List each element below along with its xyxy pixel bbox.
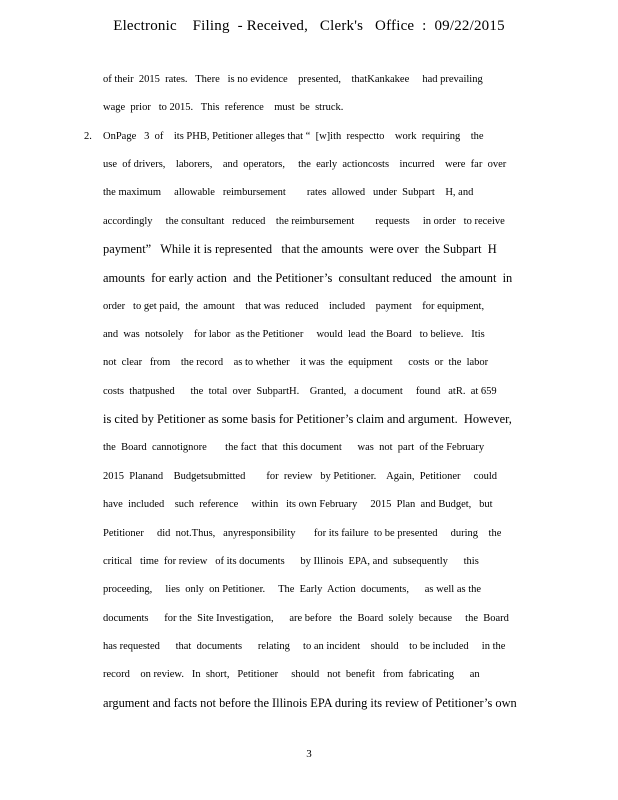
text-line: wage prior to 2015. This reference must be struck. (103, 102, 344, 113)
text-line: of their 2015 rates. There is no evidence presented, thatKankakee had prevailing (103, 74, 483, 85)
text-line: proceeding, lies only on Petitioner. The Early Action documents, as well as the (103, 584, 482, 595)
text-line: 2015 Planand Budgetsubmitted for review by Petitioner. Again, Petitioner could (103, 471, 497, 482)
text-line: the maximum allowable reimbursement rates allowed under Subpart H, and (103, 187, 474, 198)
page-number: 3 (306, 748, 312, 760)
text-line: costs thatpushed the total over SubpartH. Granted, a document found atR. at 659 (103, 386, 497, 397)
text-line: documents for the Site Investigation, are before the Board solely because the Board (103, 613, 509, 624)
text-line: has requested that documents relating to an incident should to be included in the (103, 641, 506, 652)
text-line: not clear from the record as to whether it was the equipment costs or the labor (103, 357, 489, 368)
text-line: record on review. In short, Petitioner should not benefit from fabricating an (103, 669, 480, 680)
text-line: is cited by Petitioner as some basis for Petitioner’s claim and argument. However, (103, 412, 512, 426)
text-line: amounts for early action and the Petitioner’s consultant reduced the amount in (103, 271, 513, 285)
text-line: and was notsolely for labor as the Petitioner would lead the Board to believe. Itis (103, 329, 485, 340)
list-item-number: 2. (84, 131, 92, 142)
text-line: use of drivers, laborers, and operators, the early actioncosts incurred were far over (103, 159, 507, 170)
electronic-filing-stamp: Electronic Filing - Received, Clerk's Office : 09/22/2015 (113, 18, 505, 34)
text-line: the Board cannotignore the fact that this document was not part of the February (103, 442, 485, 453)
text-line: accordingly the consultant reduced the reimbursement requests in order to receive (103, 216, 505, 227)
text-line: OnPage 3 of its PHB, Petitioner alleges that “ [w]ith respectto work requiring the (103, 131, 484, 142)
text-line: argument and facts not before the Illinois EPA during its review of Petitioner’s own (103, 696, 517, 710)
text-line: have included such reference within its own February 2015 Plan and Budget, but (103, 499, 493, 510)
text-line: Petitioner did not.Thus, anyresponsibility for its failure to be presented during the (103, 528, 502, 539)
text-line: order to get paid, the amount that was reduced included payment for equipment, (103, 301, 485, 312)
text-line: payment” While it is represented that the amounts were over the Subpart H (103, 242, 497, 256)
text-line: critical time for review of its documents by Illinois EPA, and subsequently this (103, 556, 479, 567)
